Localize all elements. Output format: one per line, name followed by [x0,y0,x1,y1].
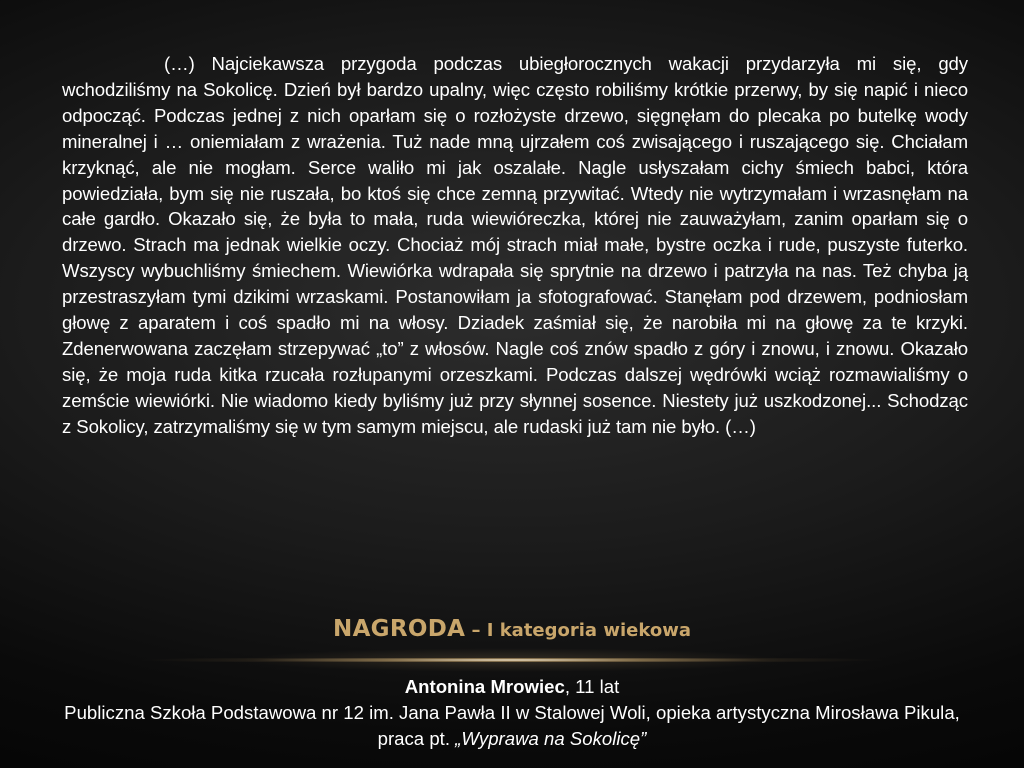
author-line [0,674,1024,700]
award-category: – I kategoria wiekowa [465,620,691,641]
decorative-glow-line [140,658,884,662]
work-line [0,726,1024,752]
author-credits [0,674,1024,752]
story-excerpt: (…) Najciekawsza przygoda podczas ubiegłorocznych wakacji przydarzyła mi się, gdy wchodziliśmy na Sokolicę. Dzień był bardzo upalny, więc często robiliśmy krótkie przerwy, by się napić i nieco odpocząć. Podczas jednej z nich oparłam się o rozłożyste drzewo, sięgnęłam do plecaka po butelkę wody mineralnej i … oniemiałam z wrażenia. Tuż nade mną ujrzałem coś zwisającego i ruszającego się. Chciałam krzyknąć, ale nie mogłam. Serce waliło mi jak oszalałe. Nagle usłyszałam cichy śmiech babci, która powiedziała, bym się nie ruszała, bo ktoś się chce zemną przywitać. Wtedy nie wytrzymałam i wrzasnęłam na całe gardło. Okazało się, że była to mała, ruda wiewióreczka, której nie zauważyłam, zanim oparłam się o drzewo. Strach ma jednak wielkie oczy. Chociaż mój strach miał małe, bystre oczka i rude, puszyste futerko. Wszyscy wybuchliśmy śmiechem. Wiewiórka wdrapała się sprytnie na drzewo i patrzyła na nas. Też chyba ją przestraszyłam tymi dzikimi wrzaskami. Postanowiłam ja sfotografować. Stanęłam pod drzewem, podniosłam głowę z aparatem i coś spadło mi na włosy. Dziadek zaśmiał się, że narobiła mi na głowę za te krzyki. Zdenerwowana zaczęłam strzepywać „to” z włosów. Nagle coś znów spadło z góry i znowu, i znowu. Okazało się, że moja ruda kitka rzucała rozłupanymi orzeszkami. Podczas dalszej wędrówki wciąż rozmawialiśmy o zemście wiewiórki. Nie wiadomo kiedy byliśmy już przy słynnej sosence. Niestety już uszkodzonej... Schodząc z Sokolicy, zatrzymaliśmy się w tym samym miejscu, ale rudaski już tam nie było. (…) [62,53,968,437]
award-heading [0,612,1024,648]
author-name: Antonina Mrowiec [404,676,565,697]
work-title: „Wyprawa na Sokolicę” [455,728,647,749]
award-title: NAGRODA [333,616,466,642]
school-line: Publiczna Szkoła Podstawowa nr 12 im. Jana Pawła II w Stalowej Woli, opieka artystyczna Mirosława Pikula, [64,702,960,723]
work-prefix: praca pt. [377,728,456,749]
author-age: , 11 lat [564,676,620,697]
